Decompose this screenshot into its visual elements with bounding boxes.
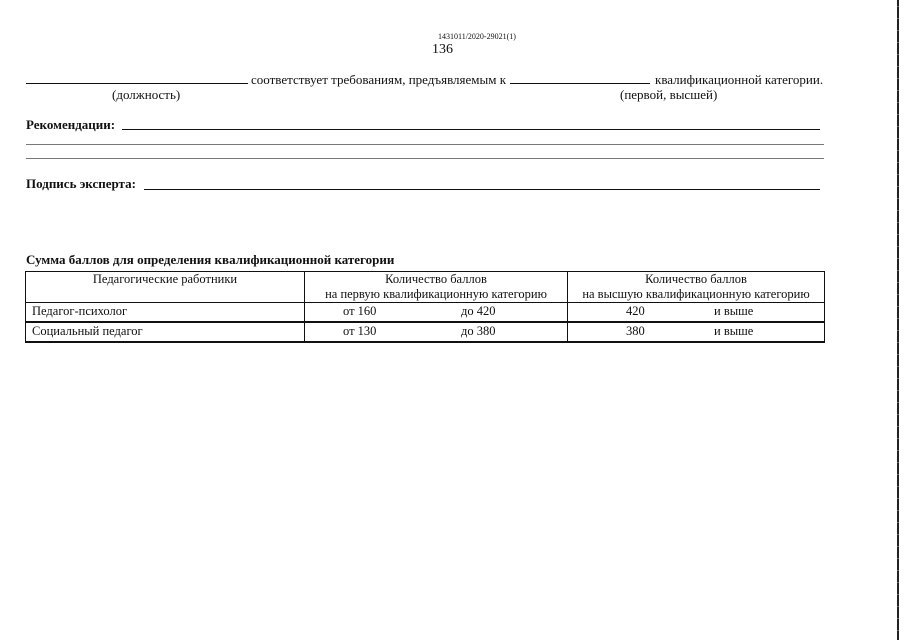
table-header-row bbox=[26, 272, 825, 303]
header-highest-line2: на высшую квалификационную категорию bbox=[582, 287, 810, 301]
highest-value: 420 bbox=[626, 304, 645, 318]
document-id: 1431011/2020-29021(1) bbox=[438, 32, 516, 41]
header-highest-line1: Количество баллов bbox=[645, 272, 747, 286]
recommendations-line-3 bbox=[26, 158, 824, 159]
header-first-category bbox=[305, 272, 568, 303]
page-number: 136 bbox=[432, 42, 453, 57]
row-first-range bbox=[305, 303, 568, 323]
conclusion-end-text: квалификационной категории. bbox=[655, 72, 824, 87]
highest-value: 380 bbox=[626, 324, 645, 338]
table-title: Сумма баллов для определения квалификационной категории bbox=[26, 252, 395, 267]
table-row bbox=[26, 303, 825, 323]
position-hint: (должность) bbox=[112, 87, 181, 102]
highest-suffix: и выше bbox=[714, 304, 754, 318]
first-to: до 420 bbox=[461, 304, 496, 318]
category-blank-line bbox=[510, 83, 650, 84]
header-workers-label: Педагогические работники bbox=[92, 272, 238, 286]
recommendations-line-1 bbox=[122, 129, 820, 130]
signature-line bbox=[144, 189, 820, 190]
category-hint: (первой, высшей) bbox=[620, 87, 718, 102]
header-workers bbox=[26, 272, 305, 303]
row-role: Социальный педагог bbox=[26, 322, 305, 342]
row-highest-range bbox=[568, 303, 825, 323]
recommendations-line-2 bbox=[26, 144, 824, 145]
header-first-line1: Количество баллов bbox=[385, 272, 487, 286]
scores-table bbox=[25, 271, 825, 343]
header-highest-category bbox=[568, 272, 825, 303]
signature-label: Подпись эксперта: bbox=[26, 176, 136, 191]
first-from: от 130 bbox=[343, 324, 377, 338]
table-row bbox=[26, 322, 825, 342]
row-role: Педагог-психолог bbox=[26, 303, 305, 323]
header-first-line2: на первую квалификационную категорию bbox=[325, 287, 547, 301]
highest-suffix: и выше bbox=[714, 324, 754, 338]
first-to: до 380 bbox=[461, 324, 496, 338]
conclusion-text: соответствует требованиям, предъявляемым к bbox=[251, 72, 507, 87]
row-first-range bbox=[305, 322, 568, 342]
scan-edge-border bbox=[897, 0, 899, 640]
row-highest-range bbox=[568, 322, 825, 342]
first-from: от 160 bbox=[343, 304, 377, 318]
position-blank-line bbox=[26, 83, 248, 84]
recommendations-label: Рекомендации: bbox=[26, 117, 116, 132]
